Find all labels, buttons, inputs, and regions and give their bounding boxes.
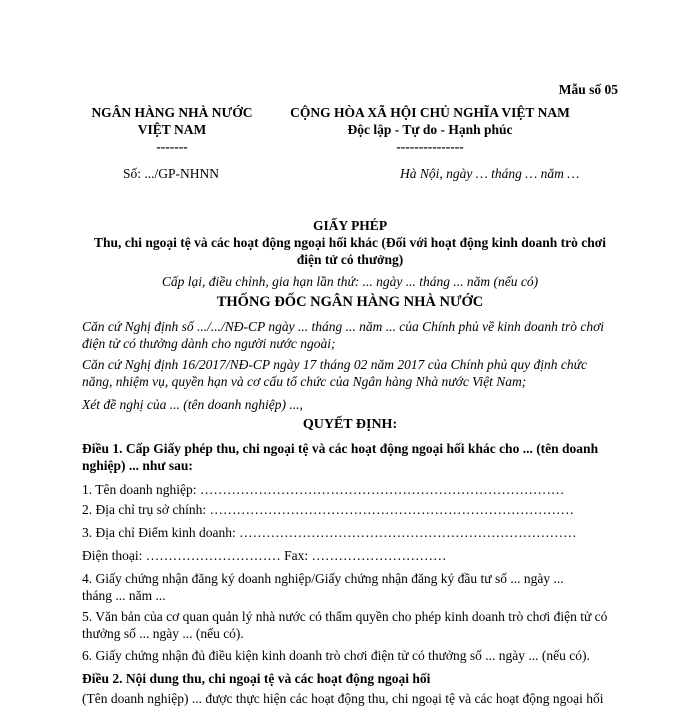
article1-item6: 6. Giấy chứng nhận đủ điều kiện kinh doanh trò chơi điện tử có thưởng số ... ngày ... (nếu có). xyxy=(82,648,590,663)
article1-phone-fax: Điện thoại: ………………………… Fax: ………………………… xyxy=(82,548,447,563)
national-block xyxy=(275,104,585,155)
agency-dashes: ------- xyxy=(156,139,188,154)
article1-item2: 2. Địa chỉ trụ sở chính: ……………………………………………………………………… xyxy=(82,502,574,517)
article2-title: Điều 2. Nội dung thu, chi ngoại tệ và các hoạt động ngoại hối xyxy=(82,671,431,686)
article1-title xyxy=(82,440,622,474)
preamble-1 xyxy=(82,318,622,352)
issue-note: Cấp lại, điều chỉnh, gia hạn lần thứ: ... ngày ... tháng ... năm (nếu có) xyxy=(161,274,539,289)
motto: Độc lập - Tự do - Hạnh phúc xyxy=(347,122,513,137)
authority-title: THỐNG ĐỐC NGÂN HÀNG NHÀ NƯỚC xyxy=(216,294,484,310)
decision-heading: QUYẾT ĐỊNH: xyxy=(302,417,398,432)
article1-item4-line1: 4. Giấy chứng nhận đăng ký doanh nghiệp/Giấy chứng nhận đăng ký đầu tư số ... ngày ... xyxy=(82,571,564,586)
title-main: GIẤY PHÉP xyxy=(312,218,388,233)
article1-item5 xyxy=(82,608,622,642)
article1-title-line1: Điều 1. Cấp Giấy phép thu, chi ngoại tệ và các hoạt động ngoại hối khác cho ... (tên doanh xyxy=(82,441,599,456)
article1-item4 xyxy=(82,570,622,604)
agency-block xyxy=(82,104,262,155)
preamble-2-line1: Căn cứ Nghị định 16/2017/NĐ-CP ngày 17 tháng 02 năm 2017 của Chính phủ quy định chức xyxy=(82,357,587,372)
article1-title-line2: nghiệp) ... như sau: xyxy=(82,458,193,473)
article1-item5-line2: thưởng số ... ngày ... (nếu có). xyxy=(82,626,244,641)
agency-name-line1: NGÂN HÀNG NHÀ NƯỚC xyxy=(91,105,253,120)
preamble-2 xyxy=(82,356,622,390)
motto-dashes: --------------- xyxy=(396,139,464,154)
article1-item4-line2: tháng ... năm ... xyxy=(82,588,166,603)
preamble-1-line1: Căn cứ Nghị định số .../.../NĐ-CP ngày ... tháng ... năm ... của Chính phủ về kinh doanh trò chơi xyxy=(82,319,605,334)
country-name: CỘNG HÒA XÃ HỘI CHỦ NGHĨA VIỆT NAM xyxy=(290,105,570,120)
place-date: Hà Nội, ngày … tháng … năm … xyxy=(400,166,580,181)
form-number: Mẫu số 05 xyxy=(558,82,618,97)
title-sub-line2: điện tử có thưởng) xyxy=(296,252,404,267)
preamble-2-line2: năng, nhiệm vụ, quyền hạn và cơ cấu tổ chức của Ngân hàng Nhà nước Việt Nam; xyxy=(82,374,527,389)
article1-item3: 3. Địa chỉ Điểm kinh doanh: ………………………………………………………………… xyxy=(82,525,577,540)
title-sub-line1: Thu, chi ngoại tệ và các hoạt động ngoại hối khác (Đối với hoạt động kinh doanh trò chơi xyxy=(94,235,606,250)
article1-item5-line1: 5. Văn bản của cơ quan quản lý nhà nước có thẩm quyền cho phép kinh doanh trò chơi điện tử có xyxy=(82,609,608,624)
article1-item1: 1. Tên doanh nghiệp: ……………………………………………………………………… xyxy=(82,482,565,497)
document-number: Số: .../GP-NHNN xyxy=(123,166,220,181)
article2-text: (Tên doanh nghiệp) ... được thực hiện các hoạt động thu, chi ngoại tệ và các hoạt động ngoại hối xyxy=(82,691,604,706)
agency-name-line2: VIỆT NAM xyxy=(137,122,207,137)
preamble-1-line2: điện tử có thưởng dành cho người nước ngoài; xyxy=(82,336,336,351)
preamble-3: Xét đề nghị của ... (tên doanh nghiệp) ..., xyxy=(82,397,303,412)
